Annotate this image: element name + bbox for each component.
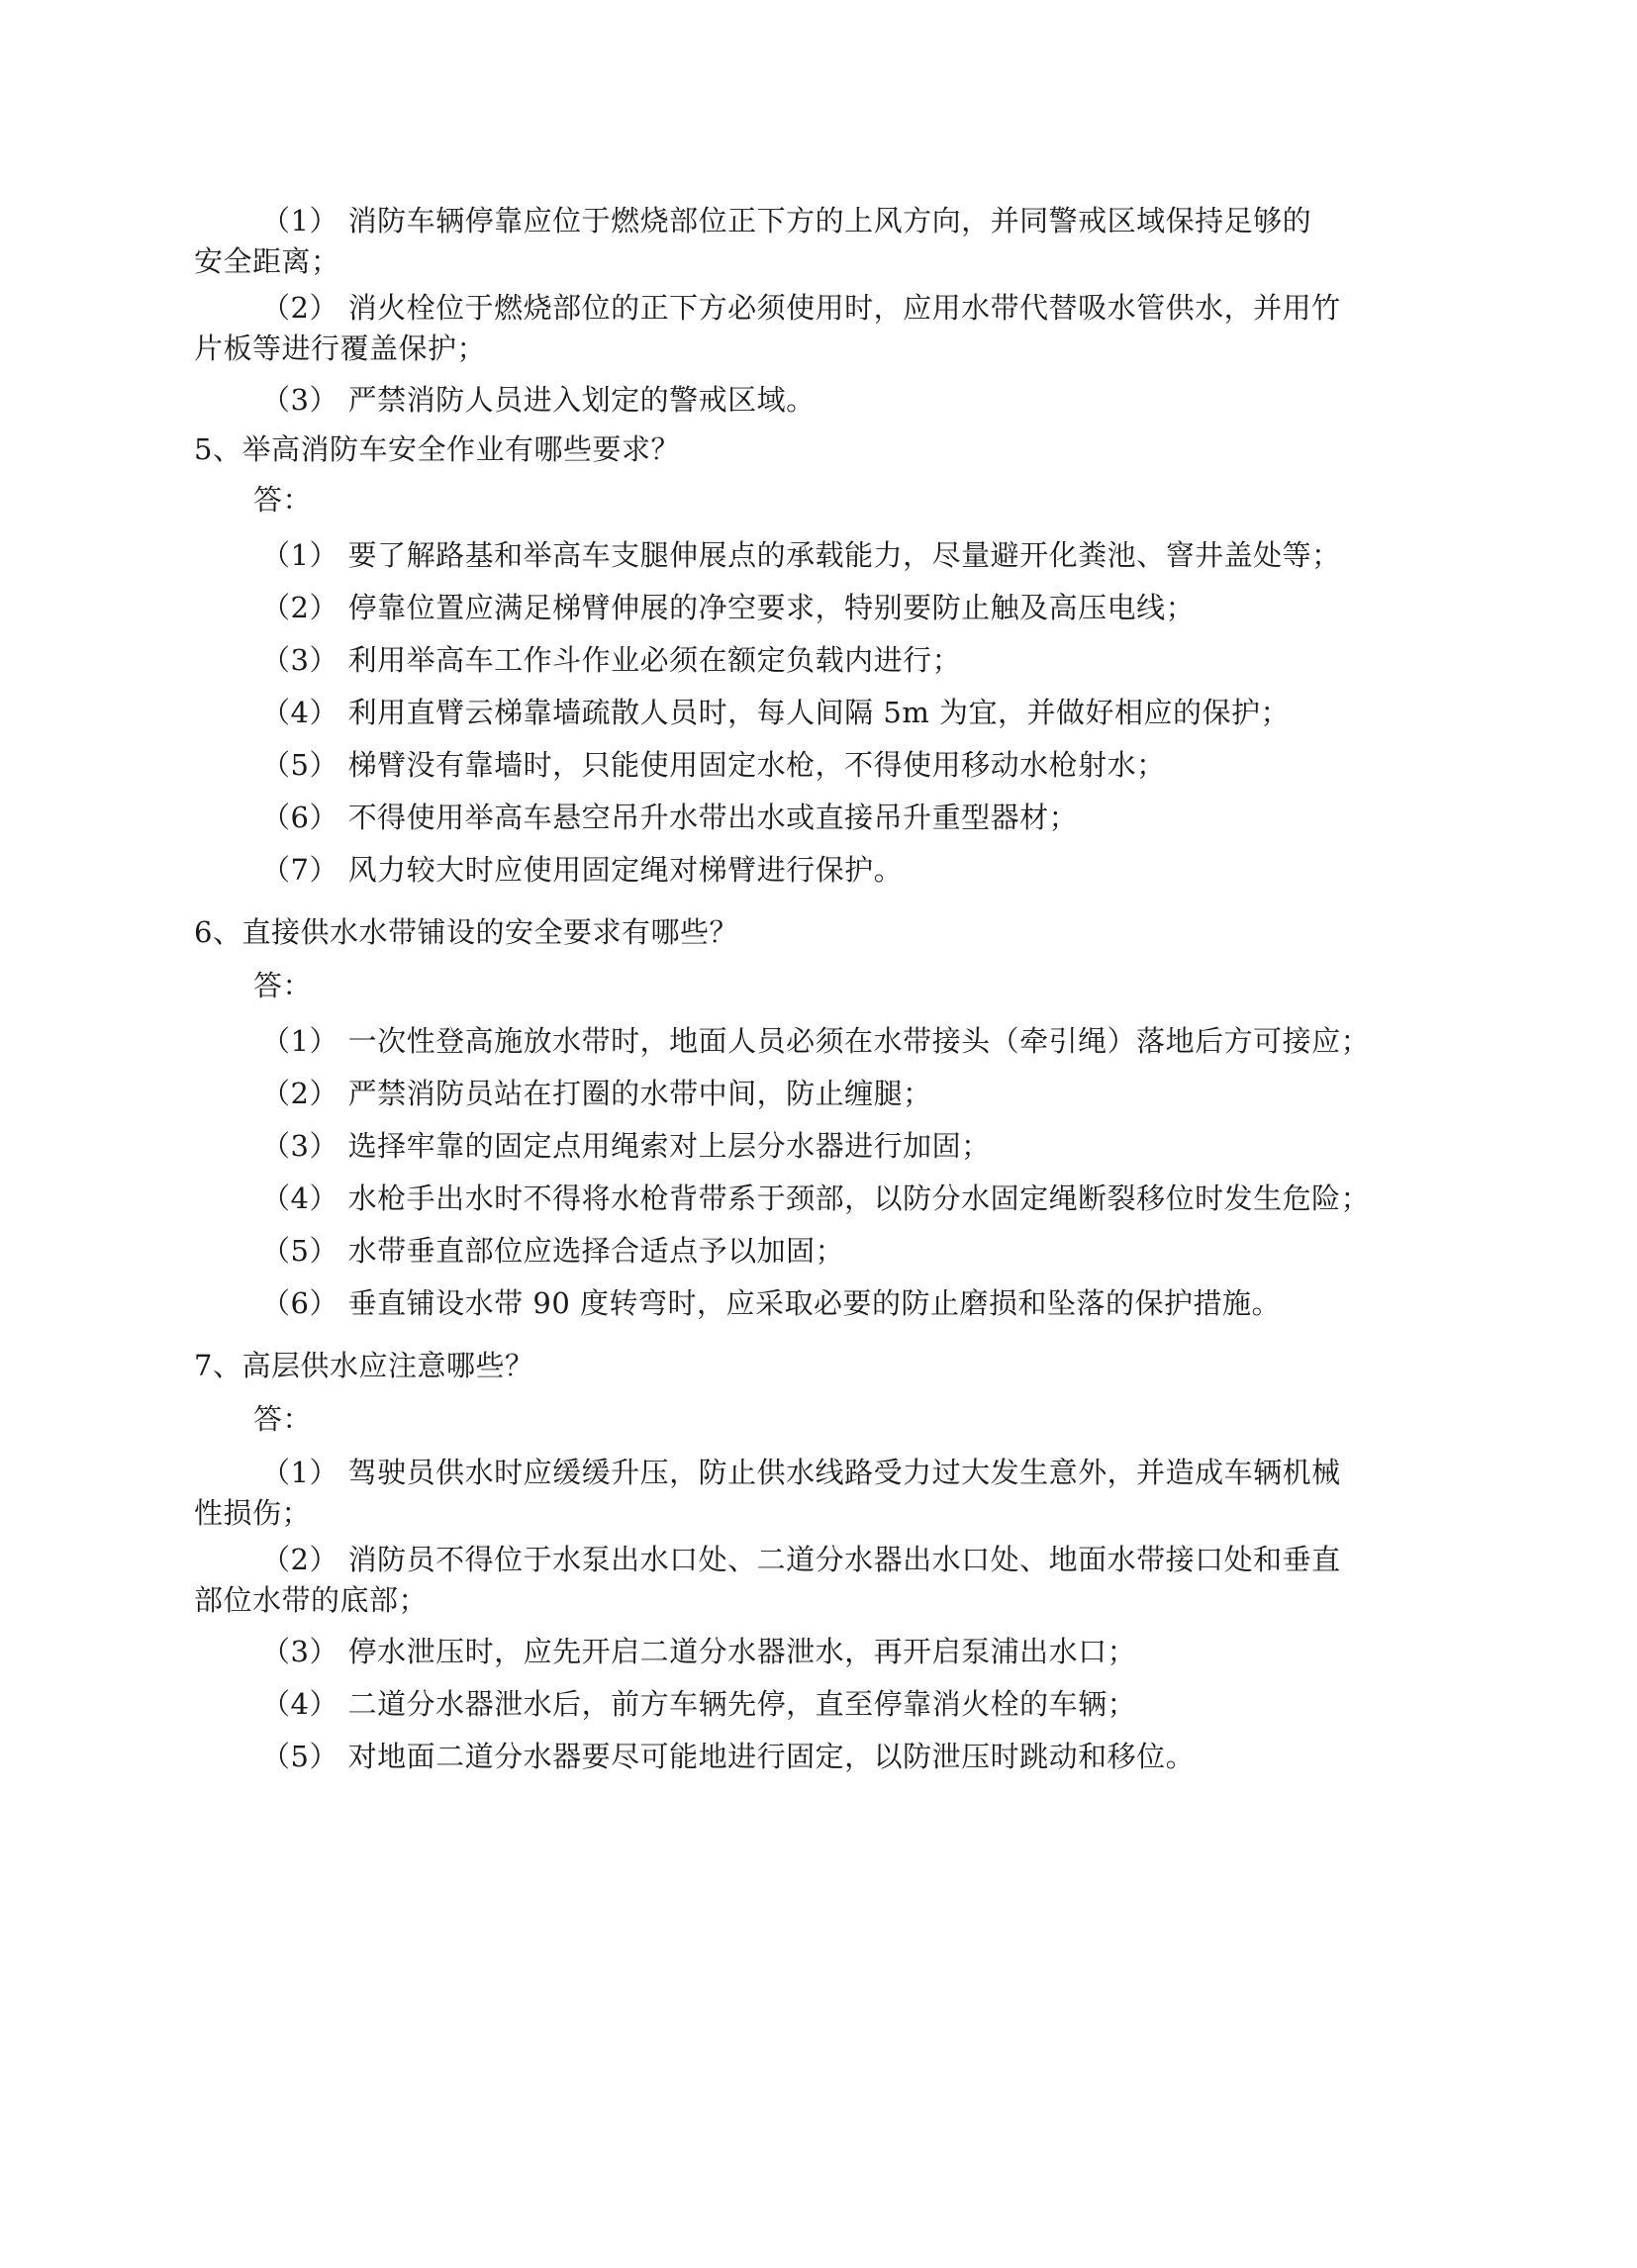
- paragraph-line: （2） 消防员不得位于水泵出水口处、二道分水器出水口处、地面水带接口处和垂直: [261, 1543, 1341, 1576]
- question-heading: 5、举高消防车安全作业有哪些要求？: [194, 432, 680, 466]
- list-item: （5） 水带垂直部位应选择合适点予以加固；: [261, 1234, 845, 1268]
- list-item: （5） 梯臂没有靠墙时，只能使用固定水枪，不得使用移动水枪射水；: [261, 748, 1166, 782]
- list-item: （2） 停靠位置应满足梯臂伸展的净空要求，特别要防止触及高压电线；: [261, 591, 1196, 624]
- list-item: （2） 严禁消防员站在打圈的水带中间，防止缠腿；: [261, 1077, 932, 1110]
- list-item: （3） 利用举高车工作斗作业必须在额定负载内进行；: [261, 643, 962, 677]
- answer-label: 答：: [253, 483, 313, 517]
- list-item: （4） 利用直臂云梯靠墙疏散人员时，每人间隔 5m 为宜，并做好相应的保护；: [261, 696, 1291, 729]
- paragraph-line: 性损伤；: [194, 1496, 312, 1530]
- list-item: （4） 水枪手出水时不得将水枪背带系于颈部，以防分水固定绳断裂移位时发生危险；: [261, 1181, 1371, 1215]
- paragraph-line: （1） 驾驶员供水时应缓缓升压，防止供水线路受力过大发生意外，并造成车辆机械: [261, 1456, 1341, 1489]
- paragraph-line: 片板等进行覆盖保护；: [194, 331, 487, 365]
- list-item: （4） 二道分水器泄水后，前方车辆先停，直至停靠消火栓的车辆；: [261, 1687, 1137, 1721]
- question-heading: 7、高层供水应注意哪些？: [194, 1349, 534, 1382]
- list-item: （3） 选择牢靠的固定点用绳索对上层分水器进行加固；: [261, 1129, 991, 1163]
- paragraph-line: 安全距离；: [194, 244, 340, 278]
- answer-label: 答：: [253, 1402, 313, 1436]
- list-item: （5） 对地面二道分水器要尽可能地进行固定，以防泄压时跳动和移位。: [261, 1740, 1196, 1773]
- list-item: （3） 停水泄压时，应先开启二道分水器泄水，再开启泵浦出水口；: [261, 1635, 1137, 1668]
- paragraph-line: （1） 消防车辆停靠应位于燃烧部位正下方的上风方向，并同警戒区域保持足够的: [261, 204, 1312, 237]
- answer-label: 答：: [253, 969, 313, 1002]
- list-item: （6） 不得使用举高车悬空吊升水带出水或直接吊升重型器材；: [261, 801, 1079, 834]
- paragraph-line: （2） 消火栓位于燃烧部位的正下方必须使用时，应用水带代替吸水管供水，并用竹: [261, 291, 1341, 325]
- question-heading: 6、直接供水水带铺设的安全要求有哪些？: [194, 915, 738, 949]
- list-item: （1） 要了解路基和举高车支腿伸展点的承载能力，尽量避开化粪池、窨井盖处等；: [261, 538, 1341, 572]
- paragraph-line: （3） 严禁消防人员进入划定的警戒区域。: [261, 383, 816, 417]
- list-item: （7） 风力较大时应使用固定绳对梯臂进行保护。: [261, 853, 904, 887]
- list-item: （6） 垂直铺设水带 90 度转弯时，应采取必要的防止磨损和坠落的保护措施。: [261, 1286, 1282, 1320]
- paragraph-line: 部位水带的底部；: [194, 1583, 429, 1617]
- list-item: （1） 一次性登高施放水带时，地面人员必须在水带接头（牵引绳）落地后方可接应；: [261, 1024, 1371, 1058]
